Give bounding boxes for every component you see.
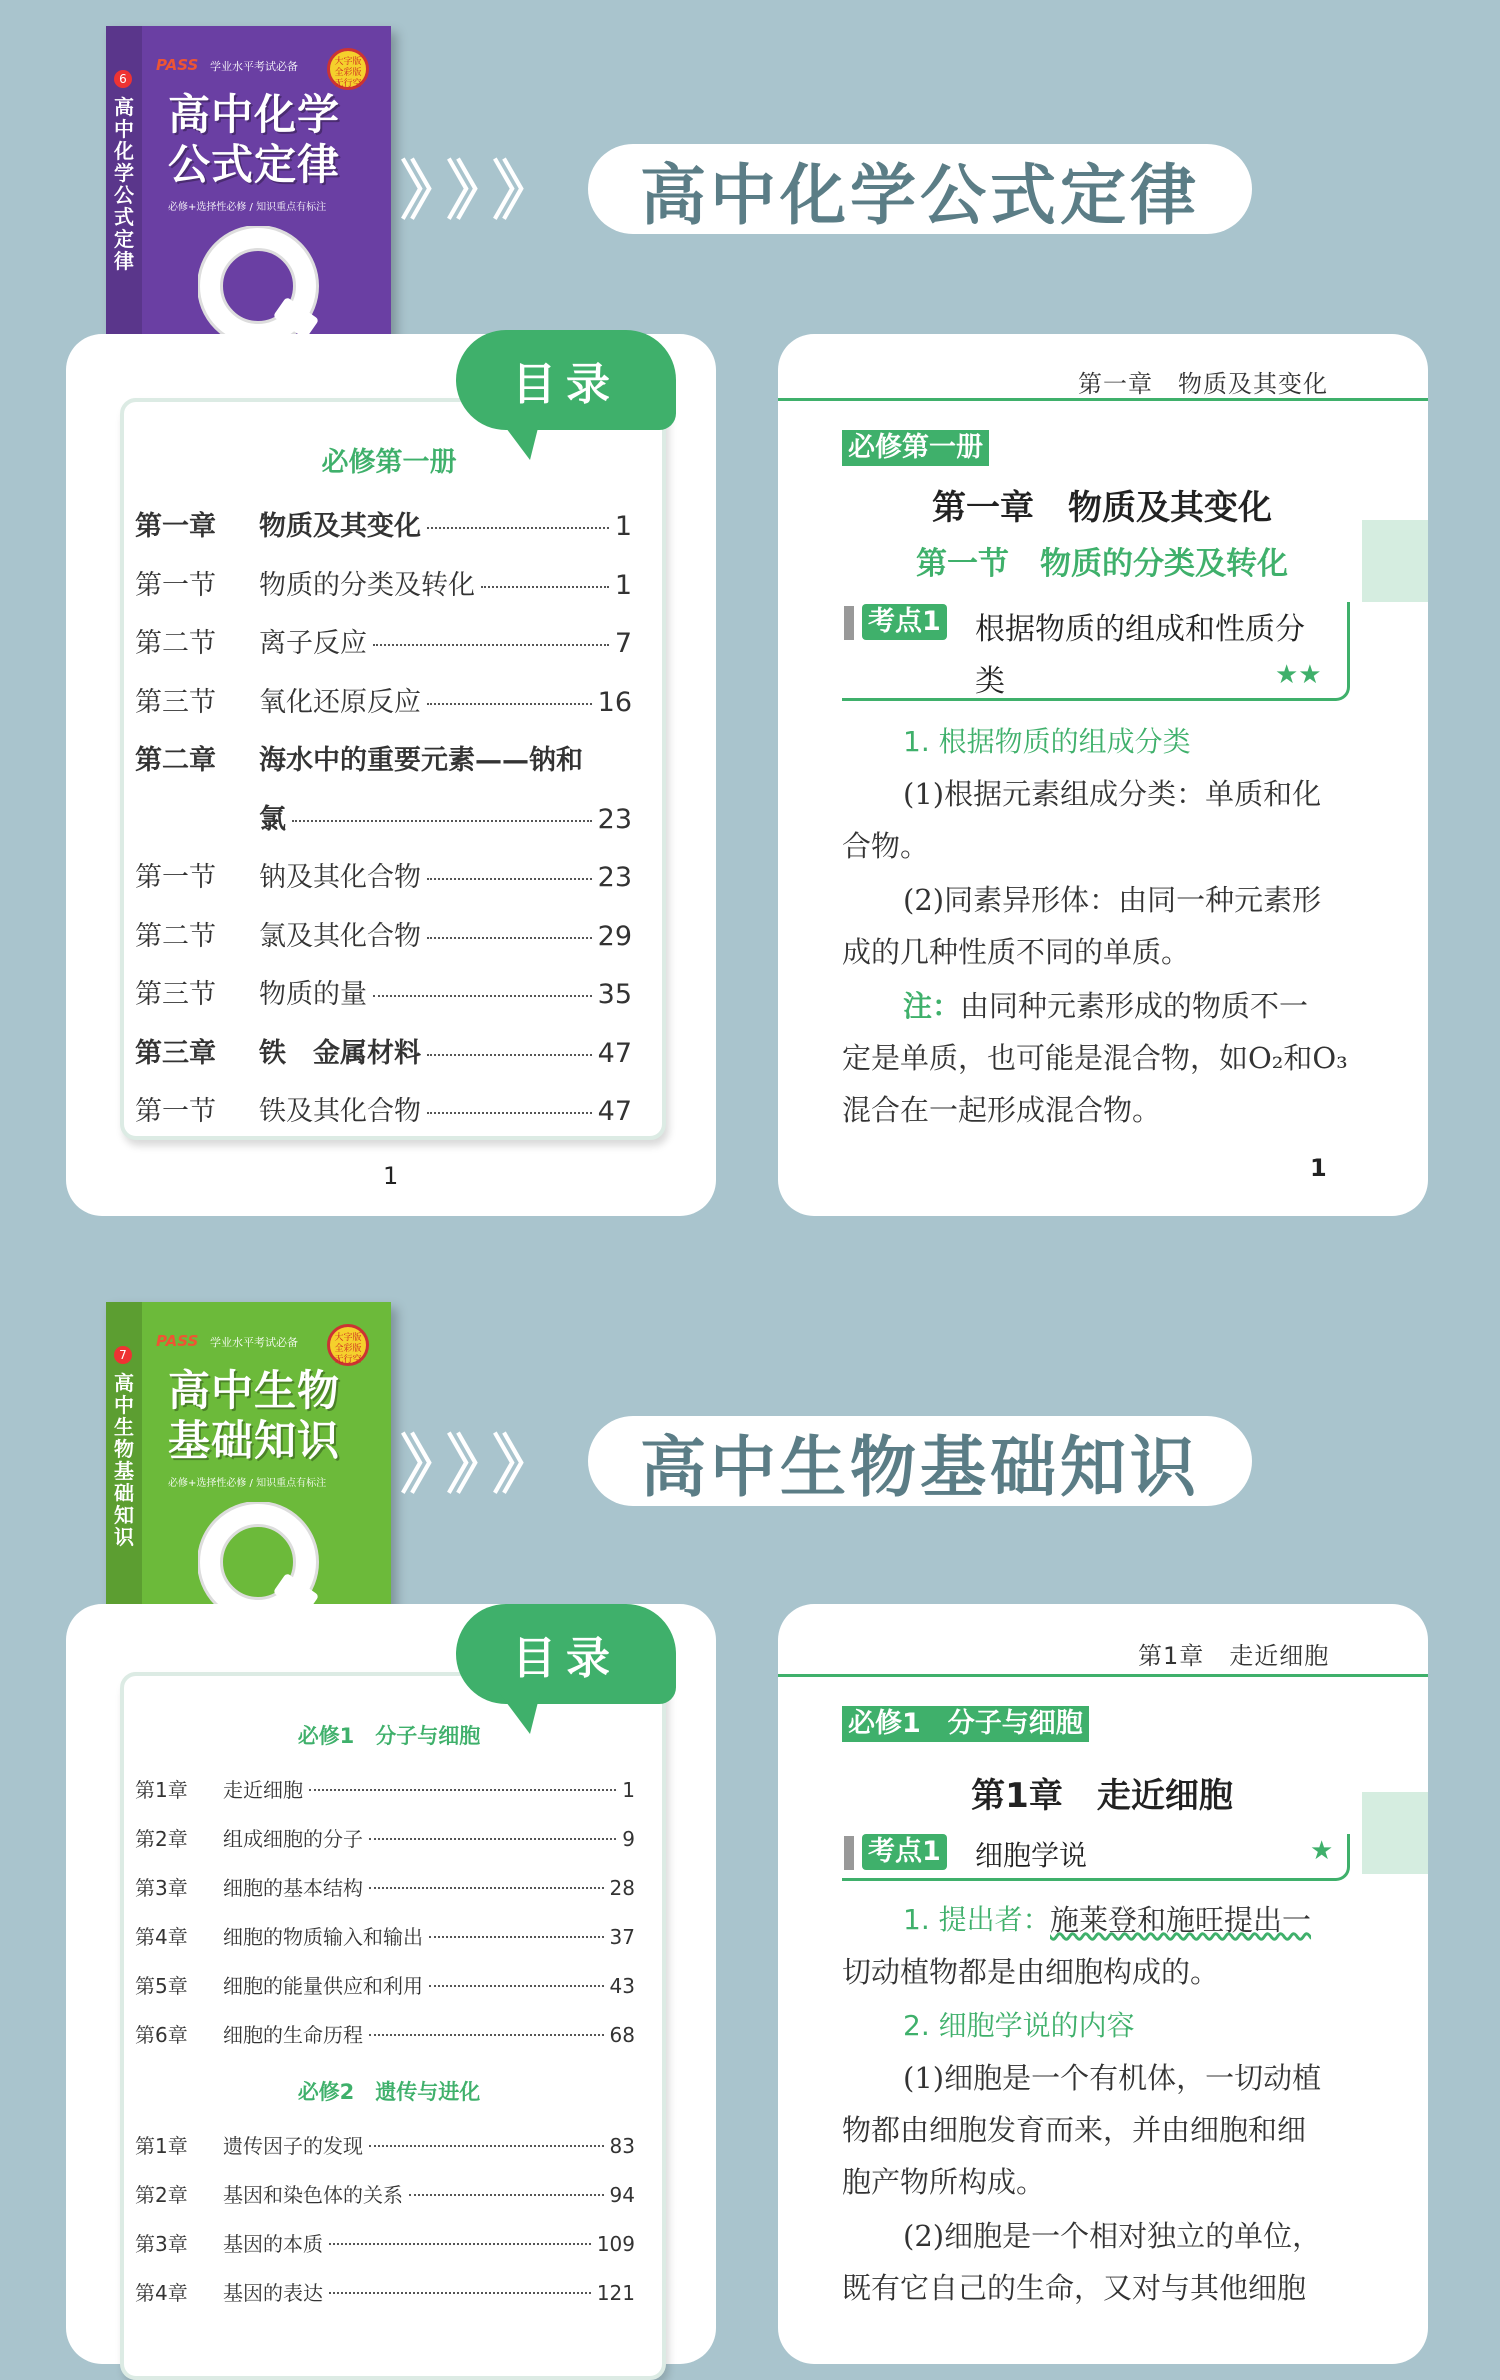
toc-row-label: 第二节 bbox=[135, 628, 216, 659]
toc-row[interactable] bbox=[135, 855, 632, 894]
toc-leader-dots bbox=[429, 1936, 604, 1938]
toc-row[interactable] bbox=[135, 2277, 635, 2306]
volume-tag: 必修第一册 bbox=[842, 430, 989, 466]
toc-row-page: 29 bbox=[597, 920, 632, 952]
paragraph: 施莱登和施旺提出一 bbox=[1050, 1903, 1312, 1937]
toc-row-label: 第6章 bbox=[135, 2023, 188, 2047]
toc-row[interactable] bbox=[135, 1089, 632, 1128]
toc-row-title: 氯及其化合物 bbox=[259, 920, 421, 952]
paragraph: 切动植物都是由细胞构成的。 bbox=[842, 1955, 1220, 1989]
toc-row-page: 7 bbox=[614, 628, 632, 659]
key-point-tag: 考点1 bbox=[862, 1834, 947, 1870]
page-number: 1 bbox=[383, 1162, 399, 1190]
brand-subtitle: 学业水平考试必备 bbox=[210, 1336, 298, 1349]
toc-row[interactable] bbox=[135, 797, 632, 836]
toc-row[interactable] bbox=[135, 1031, 632, 1070]
toc-row[interactable] bbox=[135, 914, 632, 953]
toc-row-page: 109 bbox=[596, 2232, 635, 2256]
book-spine-title: 高中化学公式定律 bbox=[114, 95, 134, 273]
toc-row-page: 47 bbox=[597, 1096, 632, 1127]
note-text: 混合在一起形成混合物。 bbox=[842, 1093, 1162, 1127]
book-badge: 大字版 全彩版 无行空 bbox=[327, 1324, 369, 1366]
toc-row-label: 第5章 bbox=[135, 1974, 188, 1998]
book-badge: 大字版 全彩版 无行空 bbox=[327, 48, 369, 90]
toc-row-label: 第三节 bbox=[135, 686, 216, 718]
toc-row[interactable] bbox=[135, 2179, 635, 2208]
toc-row-label: 第一节 bbox=[135, 862, 216, 893]
toc-row-label: 第3章 bbox=[135, 1876, 188, 1900]
paragraph: 合物。 bbox=[842, 829, 930, 863]
toc-row[interactable] bbox=[135, 2019, 635, 2048]
toc-row-title: 钠及其化合物 bbox=[259, 862, 421, 893]
arrow-decoration: 》》》 bbox=[400, 155, 570, 229]
book-subtitle: 必修+选择性必修 / 知识重点有标注 bbox=[168, 202, 327, 213]
toc-row[interactable] bbox=[135, 680, 632, 719]
toc-leader-dots bbox=[427, 878, 592, 880]
paragraph: 既有它自己的生命，又对与其他细胞 bbox=[842, 2271, 1307, 2305]
paragraph: (1)根据元素组成分类：单质和化 bbox=[903, 777, 1322, 811]
note-label: 注： bbox=[903, 989, 962, 1023]
toc-leader-dots bbox=[427, 937, 592, 939]
toc-row-title: 基因的本质 bbox=[223, 2232, 323, 2256]
toc-row[interactable] bbox=[135, 2228, 635, 2257]
key-point-tag: 考点1 bbox=[862, 604, 947, 640]
header-rule bbox=[778, 398, 1428, 401]
toc-row-page: 1 bbox=[614, 511, 632, 542]
side-tab bbox=[1362, 1792, 1428, 1874]
book-title: 高中生物 基础知识 bbox=[168, 1366, 341, 1465]
toc-row-title: 细胞的能量供应和利用 bbox=[223, 1974, 423, 1998]
key-point-bar bbox=[844, 1836, 854, 1870]
chapter-title: 第一章 物质及其变化 bbox=[932, 488, 1272, 528]
toc-row-page: 47 bbox=[597, 1037, 632, 1069]
toc-leader-dots bbox=[369, 2034, 604, 2036]
toc-leader-dots bbox=[373, 644, 609, 646]
paragraph: 物都由细胞发育而来，并由细胞和细 bbox=[842, 2113, 1307, 2147]
toc-row-label: 第4章 bbox=[135, 1925, 188, 1949]
toc-row-page: 23 bbox=[597, 862, 632, 893]
book-spine-title: 高中生物基础知识 bbox=[114, 1371, 134, 1549]
arrow-decoration: 》》》 bbox=[400, 1429, 570, 1503]
toc-row-page: 23 bbox=[597, 803, 632, 835]
toc-row-page: 16 bbox=[597, 686, 632, 718]
toc-leader-dots bbox=[429, 1985, 604, 1987]
toc-row[interactable] bbox=[135, 1774, 635, 1803]
toc-row[interactable] bbox=[135, 1970, 635, 1999]
toc-row-label: 第二章 bbox=[135, 745, 216, 776]
section-title: 第一节 物质的分类及转化 bbox=[916, 546, 1288, 582]
toc-row-title: 细胞的物质输入和输出 bbox=[223, 1925, 423, 1949]
page-header: 第1章 走近细胞 bbox=[1138, 1642, 1330, 1670]
toc-row-label: 第二节 bbox=[135, 920, 216, 952]
toc-leader-dots bbox=[427, 527, 609, 529]
toc-leader-dots bbox=[369, 1838, 616, 1840]
subheading: 1. 根据物质的组成分类 bbox=[903, 725, 1191, 758]
toc-row-page: 28 bbox=[609, 1876, 635, 1900]
toc-row[interactable] bbox=[135, 1872, 635, 1901]
toc-row-label: 第4章 bbox=[135, 2281, 188, 2305]
key-point-title: 细胞学说 bbox=[975, 1839, 1088, 1872]
toc-row-title: 基因和染色体的关系 bbox=[223, 2183, 403, 2207]
toc-row-title: 走近细胞 bbox=[223, 1778, 303, 1802]
toc-leader-dots bbox=[481, 586, 609, 588]
toc-label: 目录 bbox=[456, 330, 676, 430]
toc-row[interactable] bbox=[135, 972, 632, 1011]
paragraph: 胞产物所构成。 bbox=[842, 2165, 1046, 2199]
toc-row-title: 物质及其变化 bbox=[259, 511, 421, 542]
toc-row-label: 第2章 bbox=[135, 2183, 188, 2207]
toc-row[interactable] bbox=[135, 2130, 635, 2159]
toc-row-page: 35 bbox=[597, 979, 632, 1010]
header-rule bbox=[778, 1674, 1428, 1677]
toc-leader-dots bbox=[427, 703, 592, 705]
book-number: 6 bbox=[114, 70, 132, 88]
toc-row-page: 68 bbox=[609, 2023, 635, 2047]
toc-leader-dots bbox=[329, 2292, 591, 2294]
toc-row-page: 94 bbox=[609, 2183, 635, 2207]
chapter-title: 第1章 走近细胞 bbox=[971, 1776, 1233, 1816]
page-number: 1 bbox=[1310, 1154, 1327, 1182]
brand-logo: PASS bbox=[156, 56, 199, 74]
star-rating: ★★ bbox=[1275, 660, 1322, 690]
toc-row-title: 组成细胞的分子 bbox=[223, 1827, 363, 1851]
toc-row-title: 遗传因子的发现 bbox=[223, 2134, 363, 2158]
toc-section-title: 必修2 遗传与进化 bbox=[297, 2080, 481, 2104]
toc-row-title: 铁 金属材料 bbox=[259, 1037, 421, 1069]
paragraph: (2)同素异形体：由同一种元素形 bbox=[903, 883, 1322, 917]
toc-row[interactable] bbox=[135, 1823, 635, 1852]
toc-row[interactable] bbox=[135, 1921, 635, 1950]
toc-row[interactable] bbox=[135, 504, 632, 543]
toc-row-title: 铁及其化合物 bbox=[259, 1096, 421, 1127]
section-heading: 高中生物基础知识 bbox=[588, 1416, 1252, 1506]
subheading: 1. 提出者： bbox=[903, 1903, 1051, 1936]
toc-row-title: 细胞的基本结构 bbox=[223, 1876, 363, 1900]
toc-leader-dots bbox=[292, 820, 592, 822]
toc-row-page: 121 bbox=[596, 2281, 635, 2305]
key-point-bar bbox=[844, 606, 854, 640]
toc-leader-dots bbox=[427, 1112, 592, 1114]
note-text: 由同种元素形成的物质不一 bbox=[960, 989, 1309, 1023]
page-header: 第一章 物质及其变化 bbox=[1078, 370, 1328, 398]
toc-row-label: 第3章 bbox=[135, 2232, 188, 2256]
toc-row-label: 第三章 bbox=[135, 1037, 216, 1069]
book-subtitle: 必修+选择性必修 / 知识重点有标注 bbox=[168, 1478, 327, 1489]
toc-leader-dots bbox=[329, 2243, 591, 2245]
volume-tag: 必修1 分子与细胞 bbox=[842, 1706, 1089, 1742]
toc-leader-dots bbox=[409, 2194, 604, 2196]
paragraph: (1)细胞是一个有机体，一切动植 bbox=[903, 2061, 1322, 2095]
toc-row-label: 第一节 bbox=[135, 569, 216, 601]
toc-leader-dots bbox=[369, 2145, 604, 2147]
toc-row-title: 物质的量 bbox=[259, 979, 367, 1010]
toc-row-page: 1 bbox=[622, 1778, 635, 1802]
toc-row-title: 物质的分类及转化 bbox=[259, 569, 475, 601]
toc-label: 目录 bbox=[456, 1604, 676, 1704]
note-text: 定是单质，也可能是混合物，如O₂和O₃ bbox=[842, 1041, 1348, 1075]
toc-row-page: 37 bbox=[609, 1925, 635, 1949]
subheading: 2. 细胞学说的内容 bbox=[903, 2009, 1135, 2042]
paragraph: 成的几种性质不同的单质。 bbox=[842, 935, 1191, 969]
toc-section-title: 必修1 分子与细胞 bbox=[297, 1724, 481, 1748]
toc-section-title: 必修第一册 bbox=[321, 447, 457, 478]
book-number: 7 bbox=[114, 1346, 132, 1364]
paragraph: (2)细胞是一个相对独立的单位， bbox=[903, 2219, 1322, 2253]
toc-row-label: 第三节 bbox=[135, 979, 216, 1010]
toc-leader-dots bbox=[309, 1789, 616, 1791]
toc-row-label: 第2章 bbox=[135, 1827, 188, 1851]
toc-row-title: 氧化还原反应 bbox=[259, 686, 421, 718]
brand-logo: PASS bbox=[156, 1332, 199, 1350]
toc-row-page: 1 bbox=[614, 569, 632, 601]
toc-row-title: 离子反应 bbox=[259, 628, 367, 659]
section-heading: 高中化学公式定律 bbox=[588, 144, 1252, 234]
toc-row-label: 第1章 bbox=[135, 2134, 188, 2158]
toc-row-label: 第一章 bbox=[135, 511, 216, 542]
toc-row-page: 9 bbox=[622, 1827, 635, 1851]
toc-row-page: 83 bbox=[609, 2134, 635, 2158]
toc-row-title: 氯 bbox=[259, 803, 286, 835]
toc-row-title: 基因的表达 bbox=[223, 2281, 323, 2305]
side-tab bbox=[1362, 520, 1428, 602]
toc-row[interactable] bbox=[135, 621, 632, 660]
toc-leader-dots bbox=[369, 1887, 604, 1889]
brand-subtitle: 学业水平考试必备 bbox=[210, 60, 298, 73]
toc-row-label: 第一节 bbox=[135, 1096, 216, 1127]
star-rating: ★ bbox=[1310, 1836, 1334, 1866]
toc-leader-dots bbox=[427, 1054, 592, 1056]
toc-row-page: 43 bbox=[609, 1974, 635, 1998]
toc-row-title: 细胞的生命历程 bbox=[223, 2023, 363, 2047]
toc-leader-dots bbox=[373, 995, 592, 997]
toc-row[interactable] bbox=[135, 563, 632, 602]
key-point-title-cont: 类 bbox=[975, 664, 1005, 699]
book-title: 高中化学 公式定律 bbox=[168, 90, 341, 189]
toc-row-label: 第1章 bbox=[135, 1778, 188, 1802]
toc-row[interactable] bbox=[135, 738, 632, 777]
toc-row-title: 海水中的重要元素——钠和 bbox=[259, 745, 583, 776]
key-point-title: 根据物质的组成和性质分 bbox=[975, 612, 1305, 647]
